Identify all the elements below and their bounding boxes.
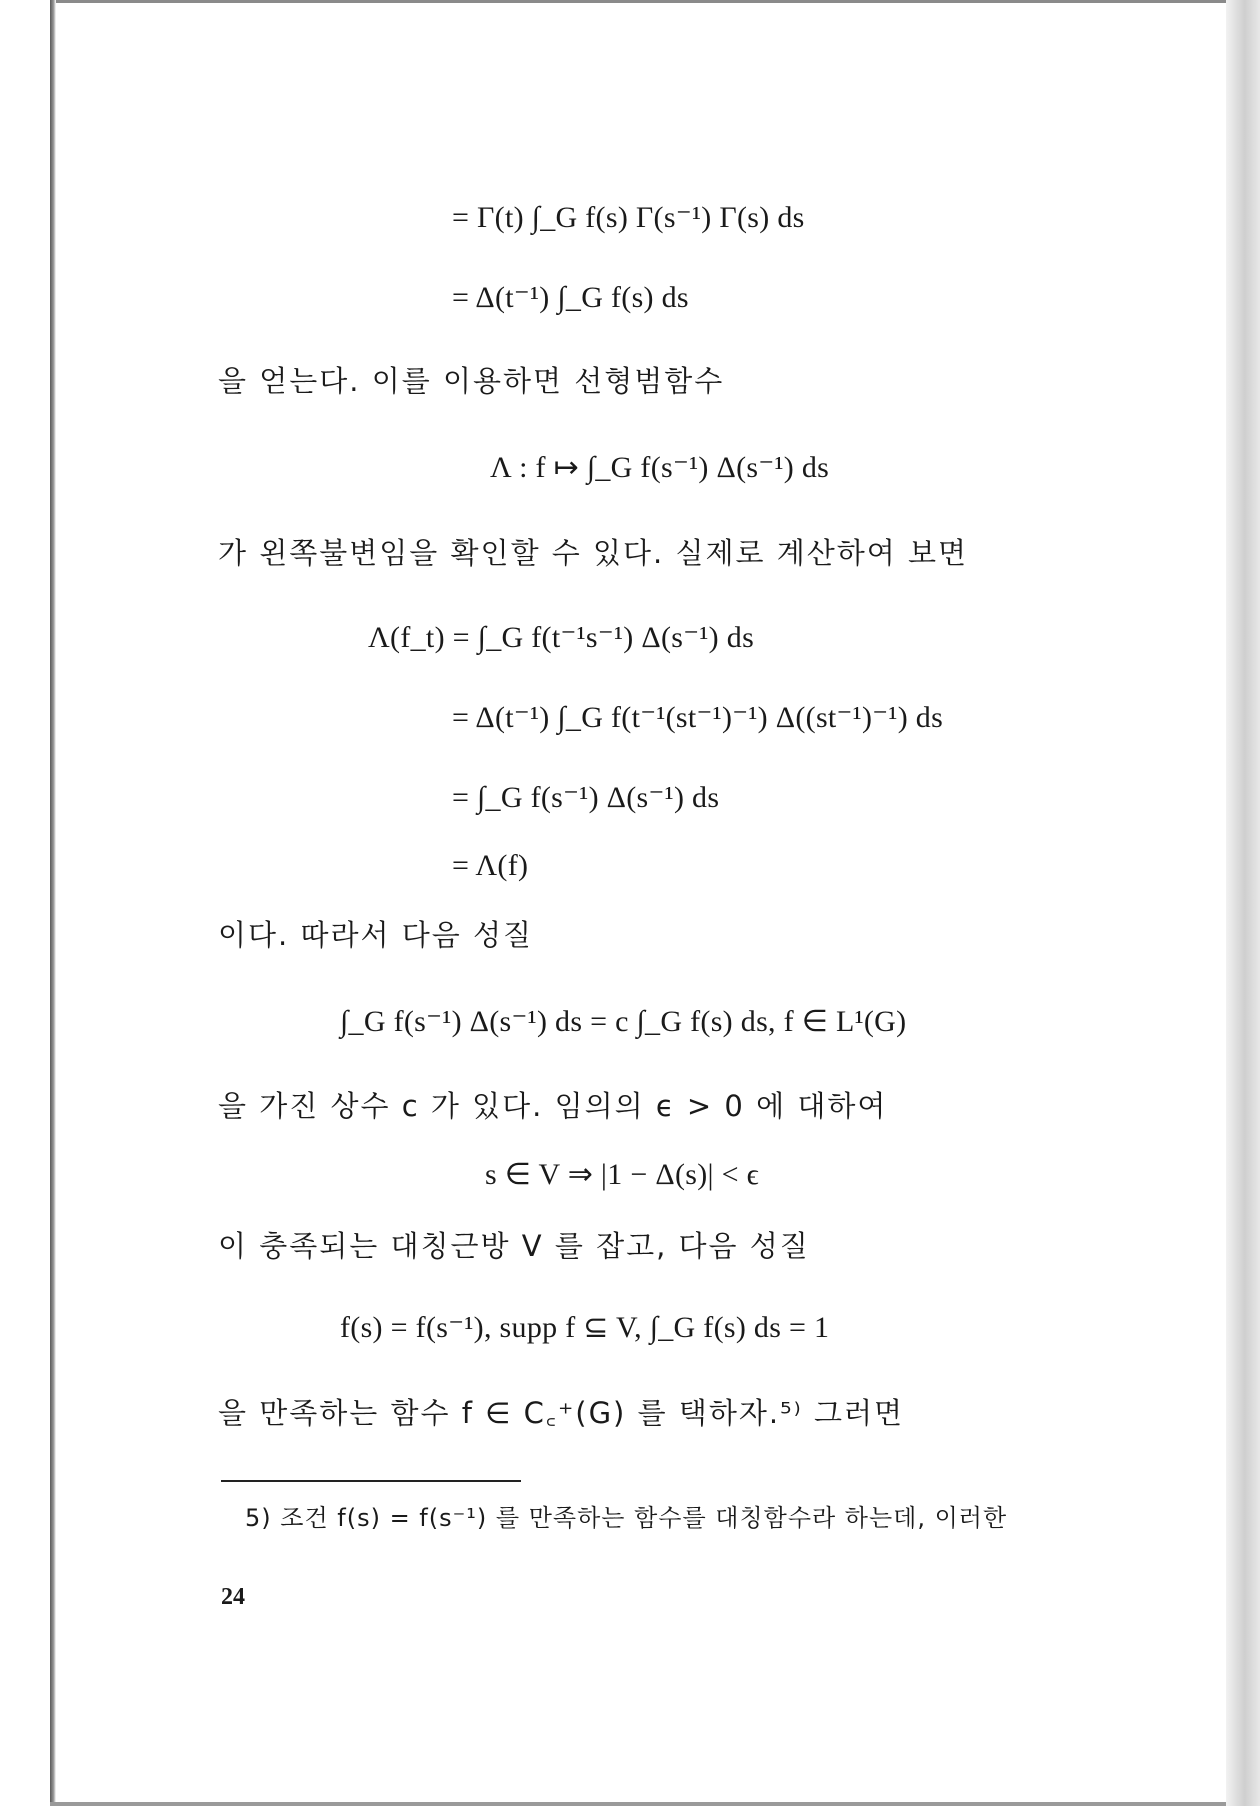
- equation-line-6: = Λ(f): [452, 849, 529, 882]
- equation-neighborhood: s ∈ V ⇒ |1 − Δ(s)| < ϵ: [485, 1158, 760, 1191]
- equation-line-4: = Δ(t⁻¹) ∫_G f(t⁻¹(st⁻¹)⁻¹) Δ((st⁻¹)⁻¹) ds: [452, 701, 944, 734]
- page-edge-top: [50, 0, 1230, 3]
- equation-line-1: = Γ(t) ∫_G f(s) Γ(s⁻¹) Γ(s) ds: [452, 201, 805, 234]
- footnote-5: 5) 조건 f(s) = f(s⁻¹) 를 만족하는 함수를 대칭함수라 하는데, 이러한: [245, 1504, 1008, 1532]
- equation-line-3: Λ(f_t) = ∫_G f(t⁻¹s⁻¹) Δ(s⁻¹) ds: [368, 621, 755, 654]
- body-text-line-5: 이 충족되는 대칭근방 V 를 잡고, 다음 성질: [218, 1229, 810, 1263]
- equation-line-2: = Δ(t⁻¹) ∫_G f(s) ds: [452, 281, 689, 314]
- equation-property: ∫_G f(s⁻¹) Δ(s⁻¹) ds = c ∫_G f(s) ds, f ∈ L¹(G): [340, 1005, 907, 1038]
- body-text-line-6: 을 만족하는 함수 f ∈ C꜀⁺(G) 를 택하자.⁵⁾ 그러면: [218, 1396, 905, 1430]
- page-edge-bottom: [50, 1802, 1226, 1806]
- equation-line-5: = ∫_G f(s⁻¹) Δ(s⁻¹) ds: [452, 781, 720, 814]
- body-text-line-4: 을 가진 상수 c 가 있다. 임의의 ϵ > 0 에 대하여: [218, 1089, 888, 1123]
- body-text-line-1: 을 얻는다. 이를 이용하면 선형범함수: [218, 364, 725, 398]
- body-text-line-3: 이다. 따라서 다음 성질: [218, 918, 533, 952]
- page-edge-left: [50, 0, 56, 1806]
- footnote-separator: [221, 1480, 521, 1482]
- page-number: 24: [221, 1584, 245, 1610]
- equation-symmetric-function: f(s) = f(s⁻¹), supp f ⊆ V, ∫_G f(s) ds = 1: [340, 1311, 830, 1344]
- page-edge-right: [1226, 0, 1260, 1806]
- body-text-line-2: 가 왼쪽불변임을 확인할 수 있다. 실제로 계산하여 보면: [218, 536, 969, 570]
- equation-lambda-definition: Λ : f ↦ ∫_G f(s⁻¹) Δ(s⁻¹) ds: [490, 451, 830, 484]
